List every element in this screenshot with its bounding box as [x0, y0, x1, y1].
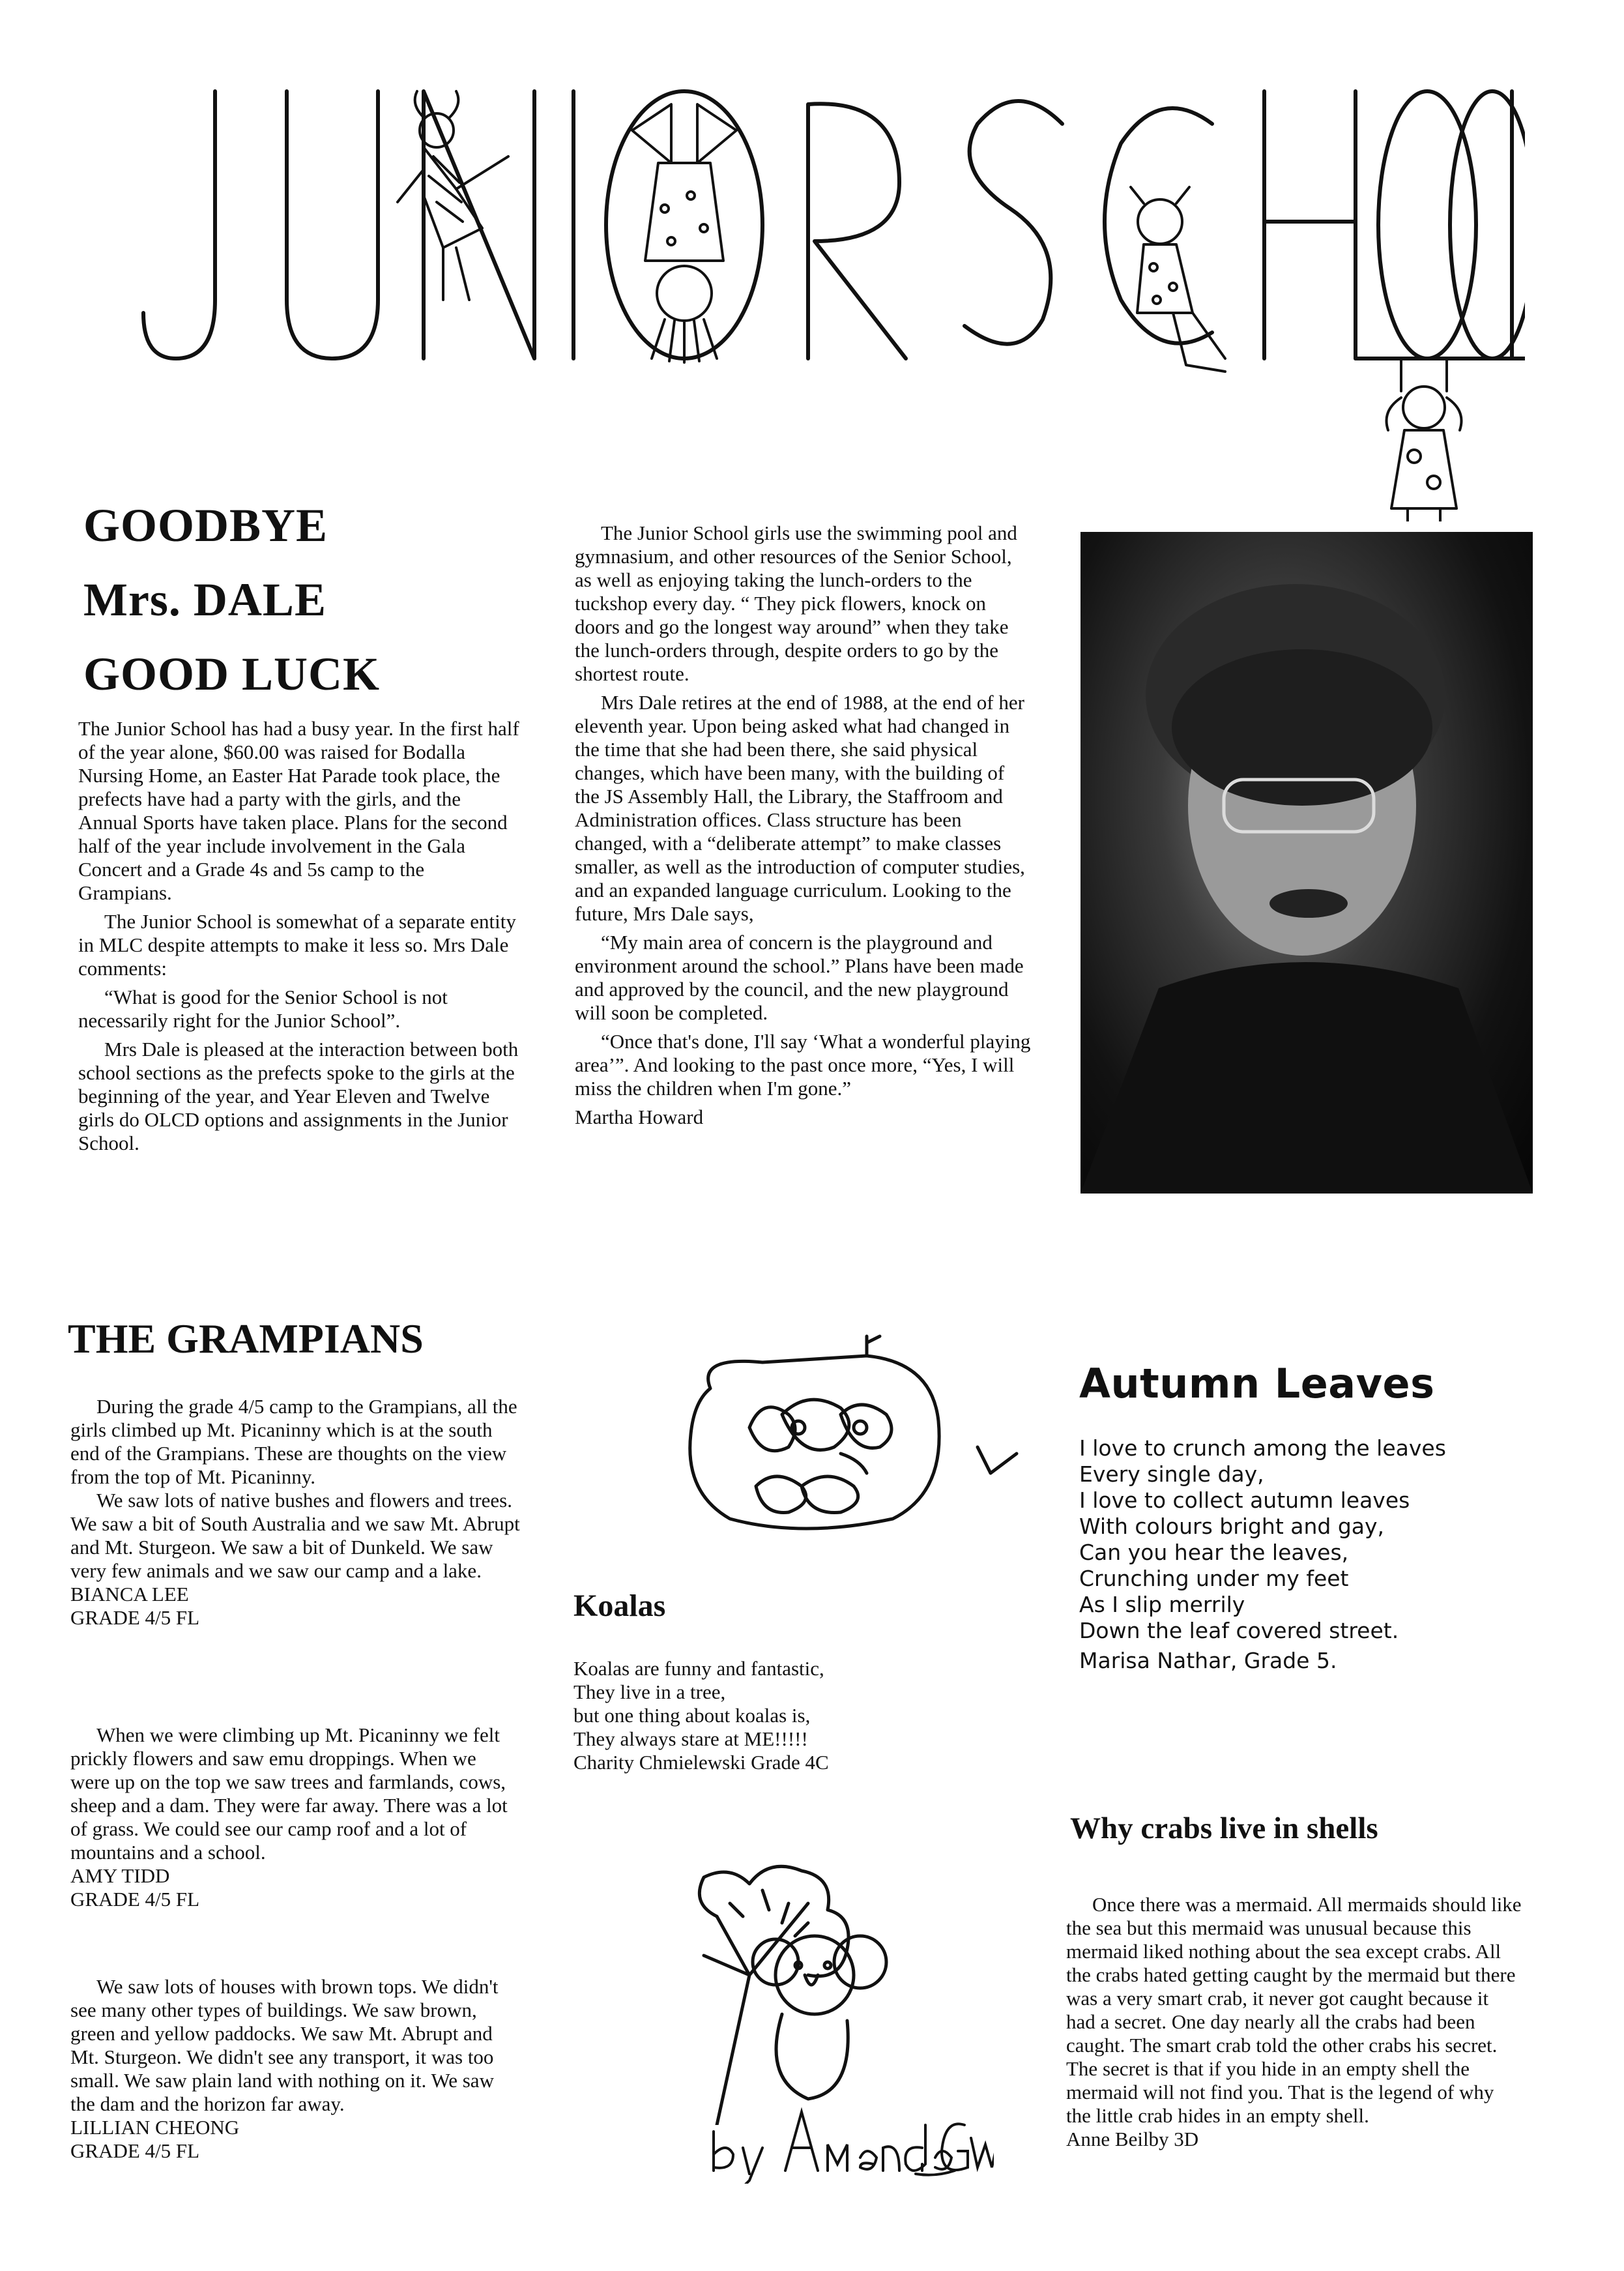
- autumn-line-8: Down the leaf covered street.: [1079, 1618, 1399, 1643]
- goodbye-col2-para3: “My main area of concern is the playground and environment around the school.” Plans have been made and approved by the council, and the new playground will soon be completed.: [575, 931, 1024, 1024]
- koalas-line-2: They live in a tree,: [573, 1680, 726, 1703]
- autumn-author: Marisa Nathar, Grade 5.: [1079, 1648, 1337, 1673]
- grampians-entry1-para1: During the grade 4/5 camp to the Grampians, all the girls climbed up Mt. Picaninny which is at the south end of the Grampians. These are thoughts on the view from the top of Mt. Picaninny.: [70, 1395, 517, 1488]
- grampians-entry-3: [70, 1975, 520, 2163]
- grampians-entry2-name: AMY TIDD: [70, 1864, 170, 1887]
- grampians-entry1-name: BIANCA LEE: [70, 1583, 189, 1605]
- autumn-leaves-heading: Autumn Leaves: [1079, 1360, 1435, 1407]
- autumn-line-6: Crunching under my feet: [1079, 1566, 1349, 1591]
- goodbye-heading-line3: GOOD LUCK: [83, 648, 381, 700]
- junior-school-masthead: [117, 52, 1525, 521]
- girl-sliding-drawing: [398, 91, 508, 300]
- goodbye-heading-block: [83, 499, 527, 700]
- letter-o: [606, 91, 762, 359]
- koalas-heading: Koalas: [573, 1589, 666, 1623]
- letter-c: [1105, 108, 1212, 344]
- grampians-entry-2: [70, 1723, 520, 1911]
- goodbye-col1-para1: The Junior School has had a busy year. In the first half of the year alone, $60.00 was raised for Bodalla Nursing Home, an Easter Hat Parade took place, the prefects have had a party with the girls, and the Annual Sports have taken place. Plans for the second half of the year include involvement in the Gala Concert and a Grade 4s and 5s camp to the Grampians.: [78, 717, 519, 904]
- grampians-entry3-name: LILLIAN CHEONG: [70, 2116, 240, 2139]
- letter-h: [1264, 91, 1356, 359]
- crabs-heading: Why crabs live in shells: [1070, 1811, 1378, 1845]
- koala-tree-drawing: [678, 1864, 964, 2125]
- goodbye-author: Martha Howard: [575, 1106, 704, 1128]
- autumn-line-7: As I slip merrily: [1079, 1592, 1245, 1617]
- mrs-dale-photo: [1080, 532, 1533, 1194]
- amanda-gwee-signature: [707, 2092, 994, 2184]
- koalas-poem: [573, 1657, 964, 1774]
- grampians-entry3-grade: GRADE 4/5 FL: [70, 2139, 200, 2162]
- koalas-author: Charity Chmielewski Grade 4C: [573, 1751, 829, 1774]
- goodbye-col1-para2: The Junior School is somewhat of a separate entity in MLC despite attempts to make it less so. Mrs Dale comments:: [78, 910, 516, 980]
- grampians-entry1-grade: GRADE 4/5 FL: [70, 1606, 200, 1629]
- letter-j: [143, 91, 215, 359]
- grampians-entry-1: [70, 1395, 520, 1630]
- koalas-line-3: but one thing about koalas is,: [573, 1704, 811, 1727]
- portrait-silhouette: [1080, 532, 1533, 1194]
- letter-r: [808, 104, 906, 359]
- crabs-story: [1066, 1893, 1522, 2151]
- goodbye-col2-para1: The Junior School girls use the swimming pool and gymnasium, and other resources of the Senior School, as well as enjoying taking the lunch-orders to the tuckshop every day. “ They pick flowers, knock on doors and go the longest way around” when they take the lunch-orders through, despite orders to go by the shortest route.: [575, 521, 1017, 685]
- letter-s: [964, 101, 1062, 344]
- goodbye-col2-para4: “Once that's done, I'll say ‘What a wonderful playing area’”. And looking to the past once more, “Yes, I will miss the children when I'm gone.”: [575, 1030, 1031, 1100]
- grampians-entry3-para: We saw lots of houses with brown tops. We didn't see many other types of buildings. We saw brown, green and yellow paddocks. We saw Mt. Abrupt and Mt. Sturgeon. We didn't see any transport, it was too small. We saw plain land with nothing on it. We saw the dam and the horizon far away.: [70, 1975, 499, 2115]
- autumn-line-2: Every single day,: [1079, 1461, 1264, 1487]
- grampians-entry2-para: When we were climbing up Mt. Picaninny we felt prickly flowers and saw emu droppings. When we were up on the top we saw trees and farmlands, cows, sheep and a dam. They were far away. There was a lot of grass. We could see our camp roof and a lot of mountains and a school.: [70, 1723, 508, 1864]
- koala-face-drawing: [671, 1330, 1036, 1545]
- letter-u: [287, 91, 378, 359]
- hanging-girl-drawing: [1387, 359, 1462, 521]
- upside-down-girl-drawing: [632, 104, 736, 362]
- goodbye-heading-line1: GOODBYE: [83, 499, 328, 551]
- grampians-heading: THE GRAMPIANS: [68, 1315, 424, 1362]
- grampians-entry1-para2: We saw lots of native bushes and flowers and trees. We saw a bit of South Australia and we saw Mt. Abrupt and Mt. Sturgeon. We saw a bit of Dunkeld. We saw very few animals and we saw our camp and a lake.: [70, 1489, 520, 1582]
- crabs-author: Anne Beilby 3D: [1066, 2128, 1199, 2150]
- koalas-line-4: They always stare at ME!!!!!: [573, 1727, 808, 1750]
- autumn-line-5: Can you hear the leaves,: [1079, 1540, 1349, 1565]
- goodbye-col1-quote: “What is good for the Senior School is not necessarily right for the Junior School”.: [78, 986, 448, 1032]
- goodbye-column-2: [575, 521, 1031, 1129]
- grampians-entry2-grade: GRADE 4/5 FL: [70, 1888, 200, 1911]
- goodbye-col2-para2: Mrs Dale retires at the end of 1988, at the end of her eleventh year. Upon being asked what had changed in the time that she had been there, she said physical changes, which have been many, with the building of the JS Assembly Hall, the Library, the Staffroom and Administration offices. Class structure has been changed, with a “deliberate attempt” to make classes smaller, as well as the introduction of computer studies, and an expanded language curriculum. Looking to the future, Mrs Dale says,: [575, 691, 1025, 925]
- crabs-body: Once there was a mermaid. All mermaids should like the sea but this mermaid was unusual because this mermaid liked nothing about the sea except crabs. All the crabs hated getting caught by the mermaid but there was a very smart crab, it never got caught because it had a secret. One day nearly all the crabs had been caught. The smart crab told the other crabs his secret. The secret is that if you hide in an empty shell the mermaid will not find you. That is the legend of why the little crab hides in an empty shell.: [1066, 1893, 1522, 2127]
- autumn-line-1: I love to crunch among the leaves: [1079, 1435, 1446, 1461]
- autumn-line-3: I love to collect autumn leaves: [1079, 1487, 1410, 1513]
- goodbye-col1-para4: Mrs Dale is pleased at the interaction between both school sections as the prefects spoke to the girls at the beginning of the year, and Year Eleven and Twelve girls do OLCD options and assignments in the Junior School.: [78, 1038, 519, 1154]
- koalas-line-1: Koalas are funny and fantastic,: [573, 1657, 824, 1680]
- goodbye-heading-line2: Mrs. DALE: [83, 574, 326, 626]
- goodbye-column-1: [78, 717, 521, 1155]
- autumn-line-4: With colours bright and gay,: [1079, 1514, 1385, 1539]
- autumn-leaves-poem: [1079, 1435, 1535, 1674]
